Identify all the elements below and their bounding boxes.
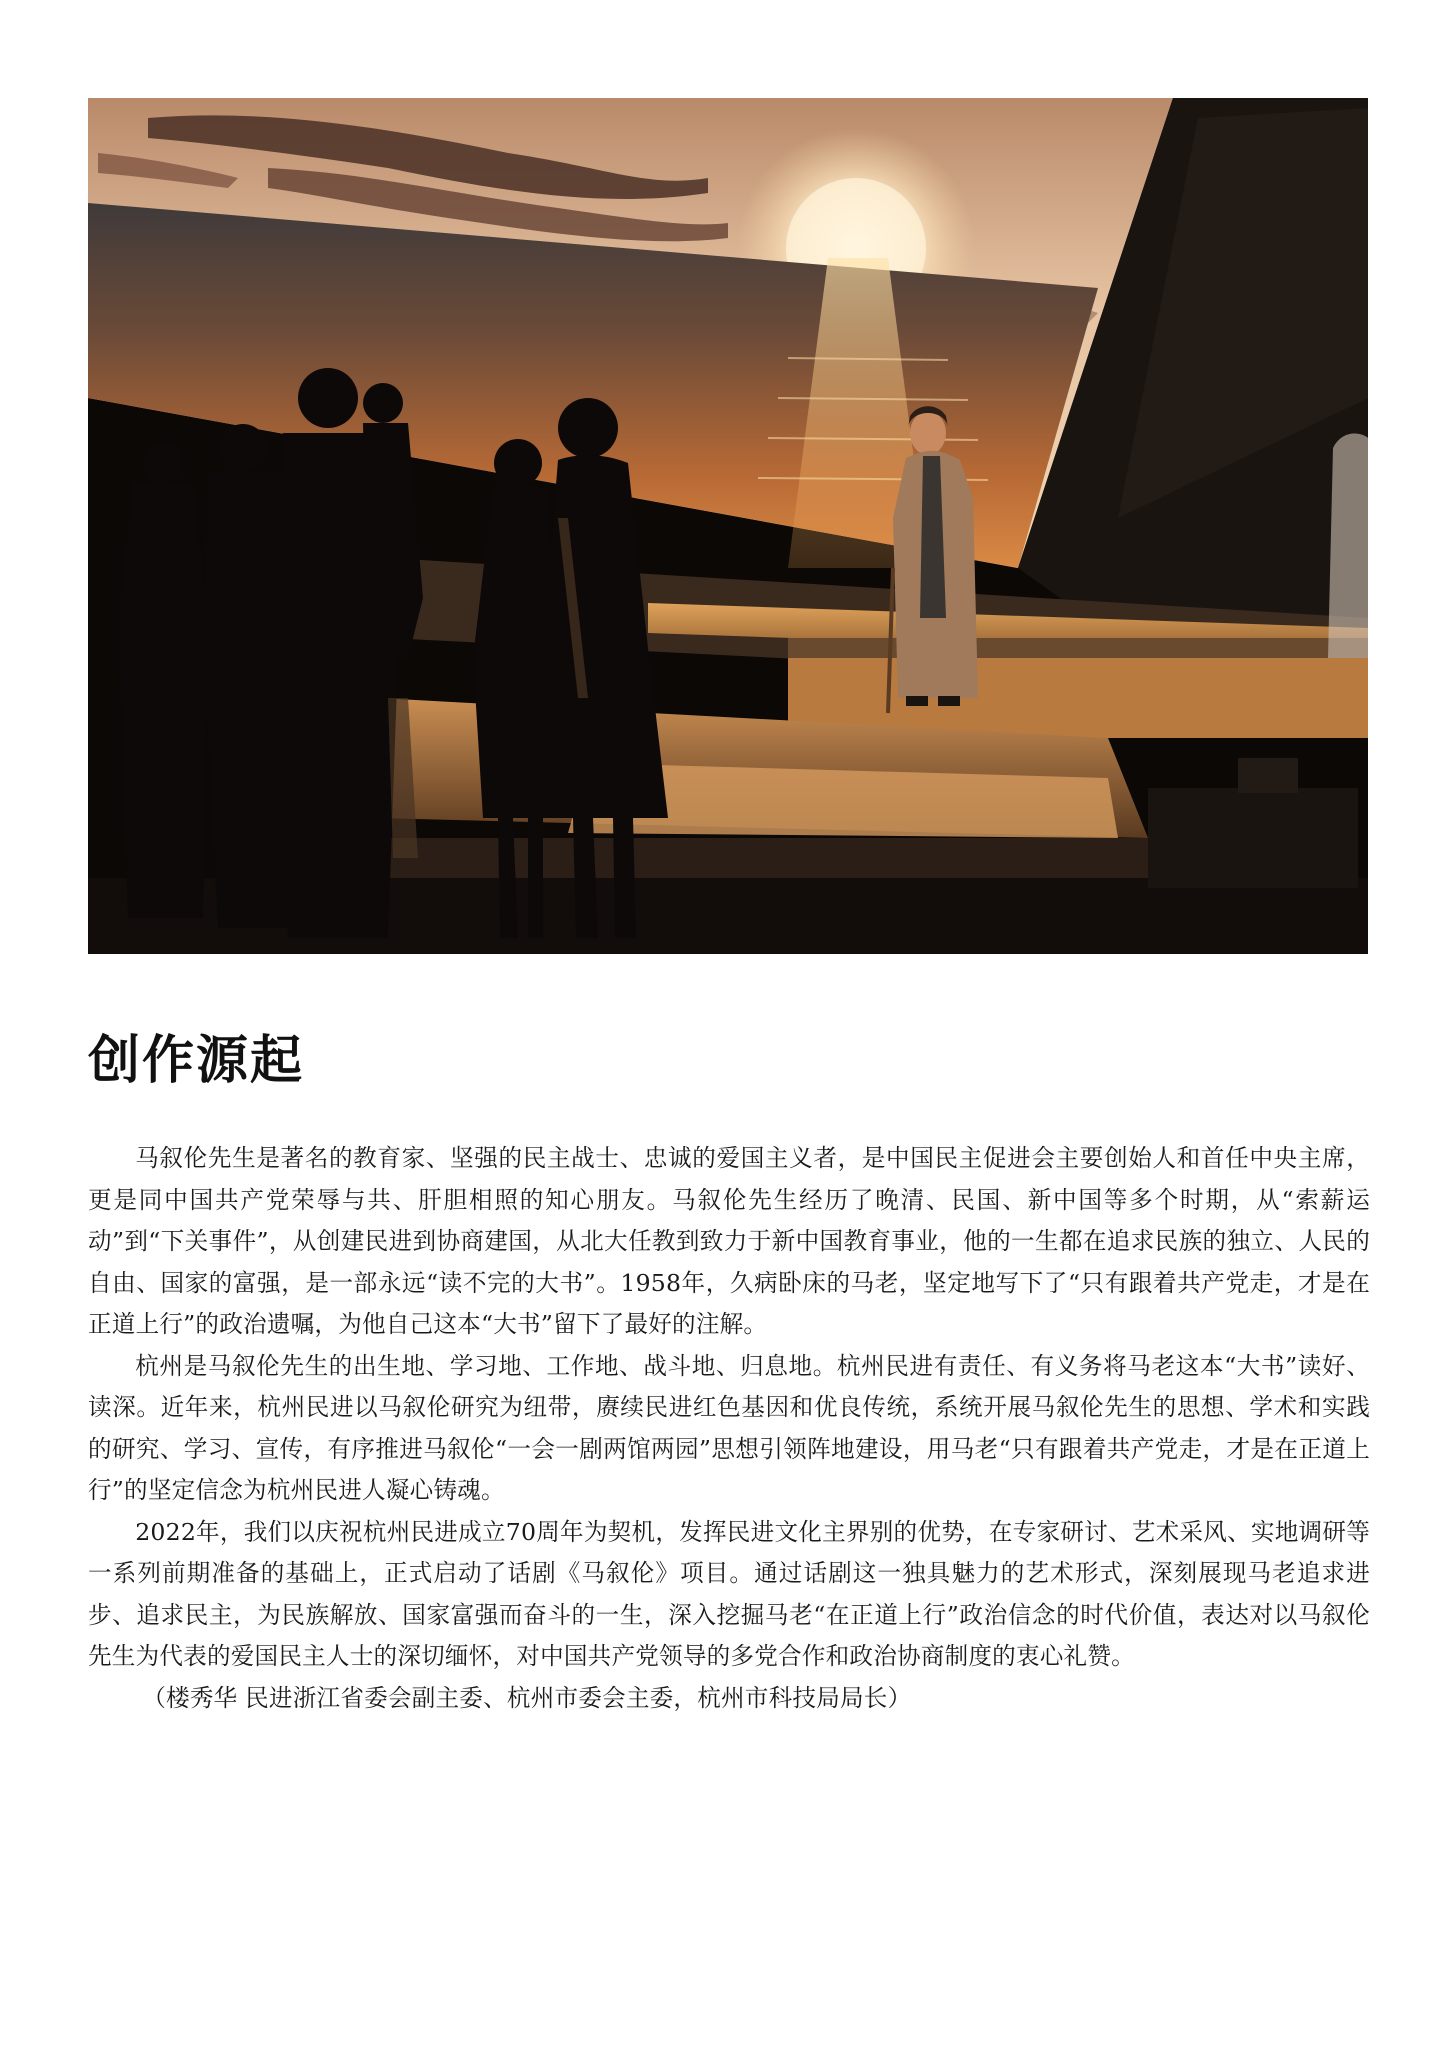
- article-paragraph: 杭州是马叙伦先生的出生地、学习地、工作地、战斗地、归息地。杭州民进有责任、有义务将马老这本“大书”读好、读深。近年来，杭州民进以马叙伦研究为纽带，赓续民进红色基因和优良传统，系统开展马叙伦先生的思想、学术和实践的研究、学习、宣传，有序推进马叙伦“一会一剧两馆两园”思想引领阵地建设，用马老“只有跟着共产党走，才是在正道上行”的坚定信念为杭州民进人凝心铸魂。: [88, 1351, 1370, 1504]
- stage-scene-icon: [88, 98, 1368, 954]
- section-title: 创作源起: [88, 1031, 305, 1091]
- article-body: [88, 1138, 1370, 1719]
- article-paragraph: 马叙伦先生是著名的教育家、坚强的民主战士、忠诚的爱国主义者，是中国民主促进会主要创始人和首任中央主席，更是同中国共产党荣辱与共、肝胆相照的知心朋友。马叙伦先生经历了晚清、民国、新中国等多个时期，从“索薪运动”到“下关事件”，从创建民进到协商建国，从北大任教到致力于新中国教育事业，他的一生都在追求民族的独立、人民的自由、国家的富强，是一部永远“读不完的大书”。1958年，久病卧床的马老，坚定地写下了“只有跟着共产党走，才是在正道上行”的政治遗嘱，为他自己这本“大书”留下了最好的注解。: [88, 1144, 1370, 1338]
- author-byline: （楼秀华 民进浙江省委会副主委、杭州市委会主委，杭州市科技局局长）: [142, 1683, 912, 1712]
- stage-photo: [88, 98, 1368, 954]
- article-paragraph: 2022年，我们以庆祝杭州民进成立70周年为契机，发挥民进文化主界别的优势，在专家研讨、艺术采风、实地调研等一系列前期准备的基础上，正式启动了话剧《马叙伦》项目。通过话剧这一独具魅力的艺术形式，深刻展现马老追求进步、追求民主，为民族解放、国家富强而奋斗的一生，深入挖掘马老“在正道上行”政治信念的时代价值，表达对以马叙伦先生为代表的爱国民主人士的深切缅怀，对中国共产党领导的多党合作和政治协商制度的衷心礼赞。: [88, 1517, 1370, 1670]
